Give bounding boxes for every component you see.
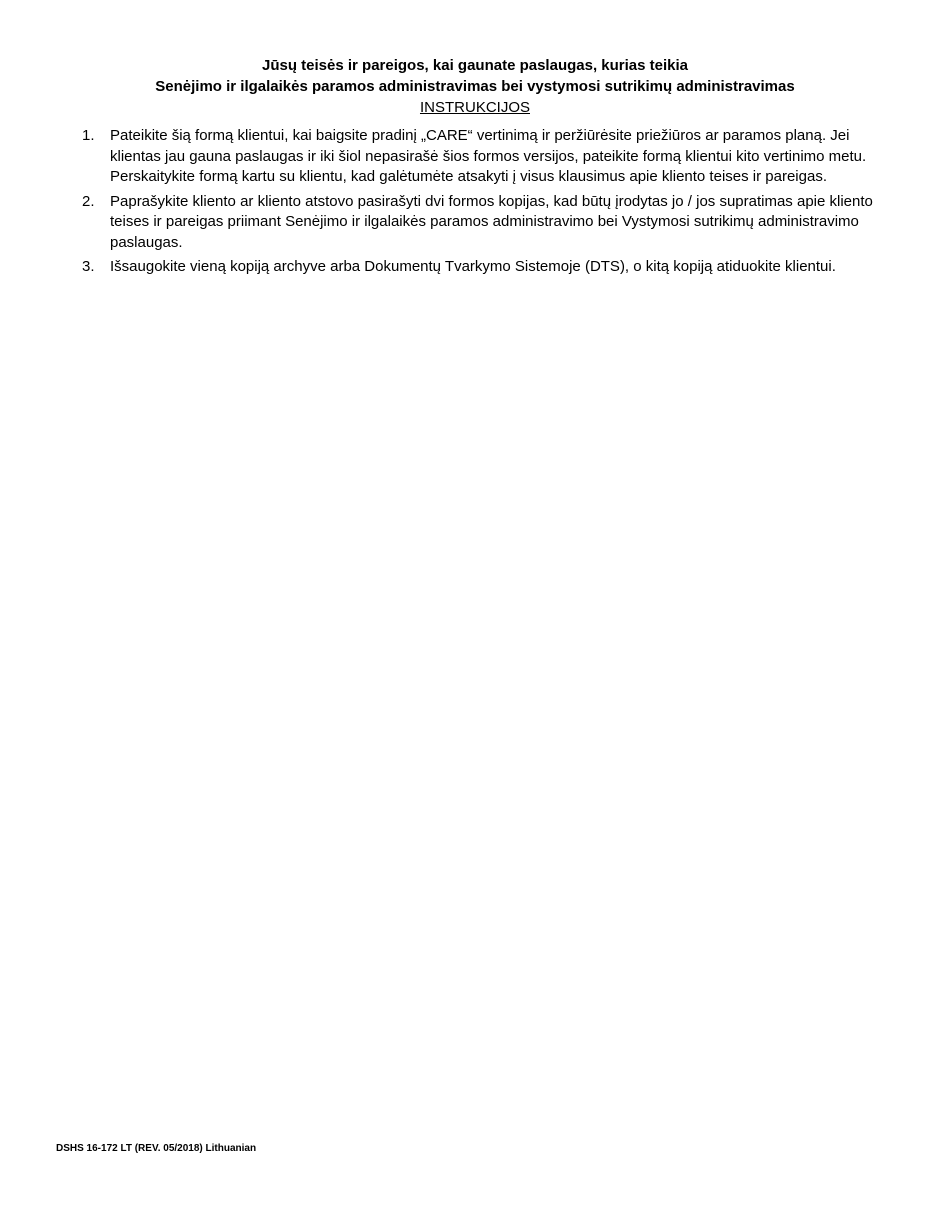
step-text: Pateikite šią formą klientui, kai baigsite pradinį „CARE“ vertinimą ir peržiūrėsite priežiūros ar paramos planą. Jei klientas jau gauna paslaugas ir iki šiol nepasirašė šios formos versijos, pateikite formą klientui kito vertinimo metu. Perskaitykite formą kartu su klientu, kad galėtumėte atsakyti į visus klausimus apie kliento teises ir pareigas. (110, 127, 867, 185)
instruction-step-1 (82, 126, 902, 188)
instruction-step-2 (82, 192, 902, 254)
step-number: 1. (82, 127, 95, 144)
step-text: Išsaugokite vieną kopiją archyve arba Dokumentų Tvarkymo Sistemoje (DTS), o kitą kopiją atiduokite klientui. (110, 258, 836, 275)
instruction-list (82, 126, 902, 282)
instruction-step-3 (82, 257, 902, 278)
step-number: 2. (82, 192, 95, 210)
document-header (0, 55, 950, 119)
step-number: 3. (82, 258, 95, 275)
step-text: Paprašykite kliento ar kliento atstovo pasirašyti dvi formos kopijas, kad būtų įrodytas jo / jos supratimas apie kliento teises ir pareigas priimant Senėjimo ir ilgalaikės paramos administravimo bei Vystymosi sutrikimų administravimo paslaugas. (110, 192, 873, 251)
title-line-2: Senėjimo ir ilgalaikės paramos administravimas bei vystymosi sutrikimų administravimas (155, 78, 795, 95)
instructions-heading: INSTRUKCIJOS (419, 99, 530, 116)
form-footer: DSHS 16-172 LT (REV. 05/2018) Lithuanian (56, 1143, 257, 1154)
title-line-1: Jūsų teisės ir pareigos, kai gaunate paslaugas, kurias teikia (261, 57, 689, 74)
